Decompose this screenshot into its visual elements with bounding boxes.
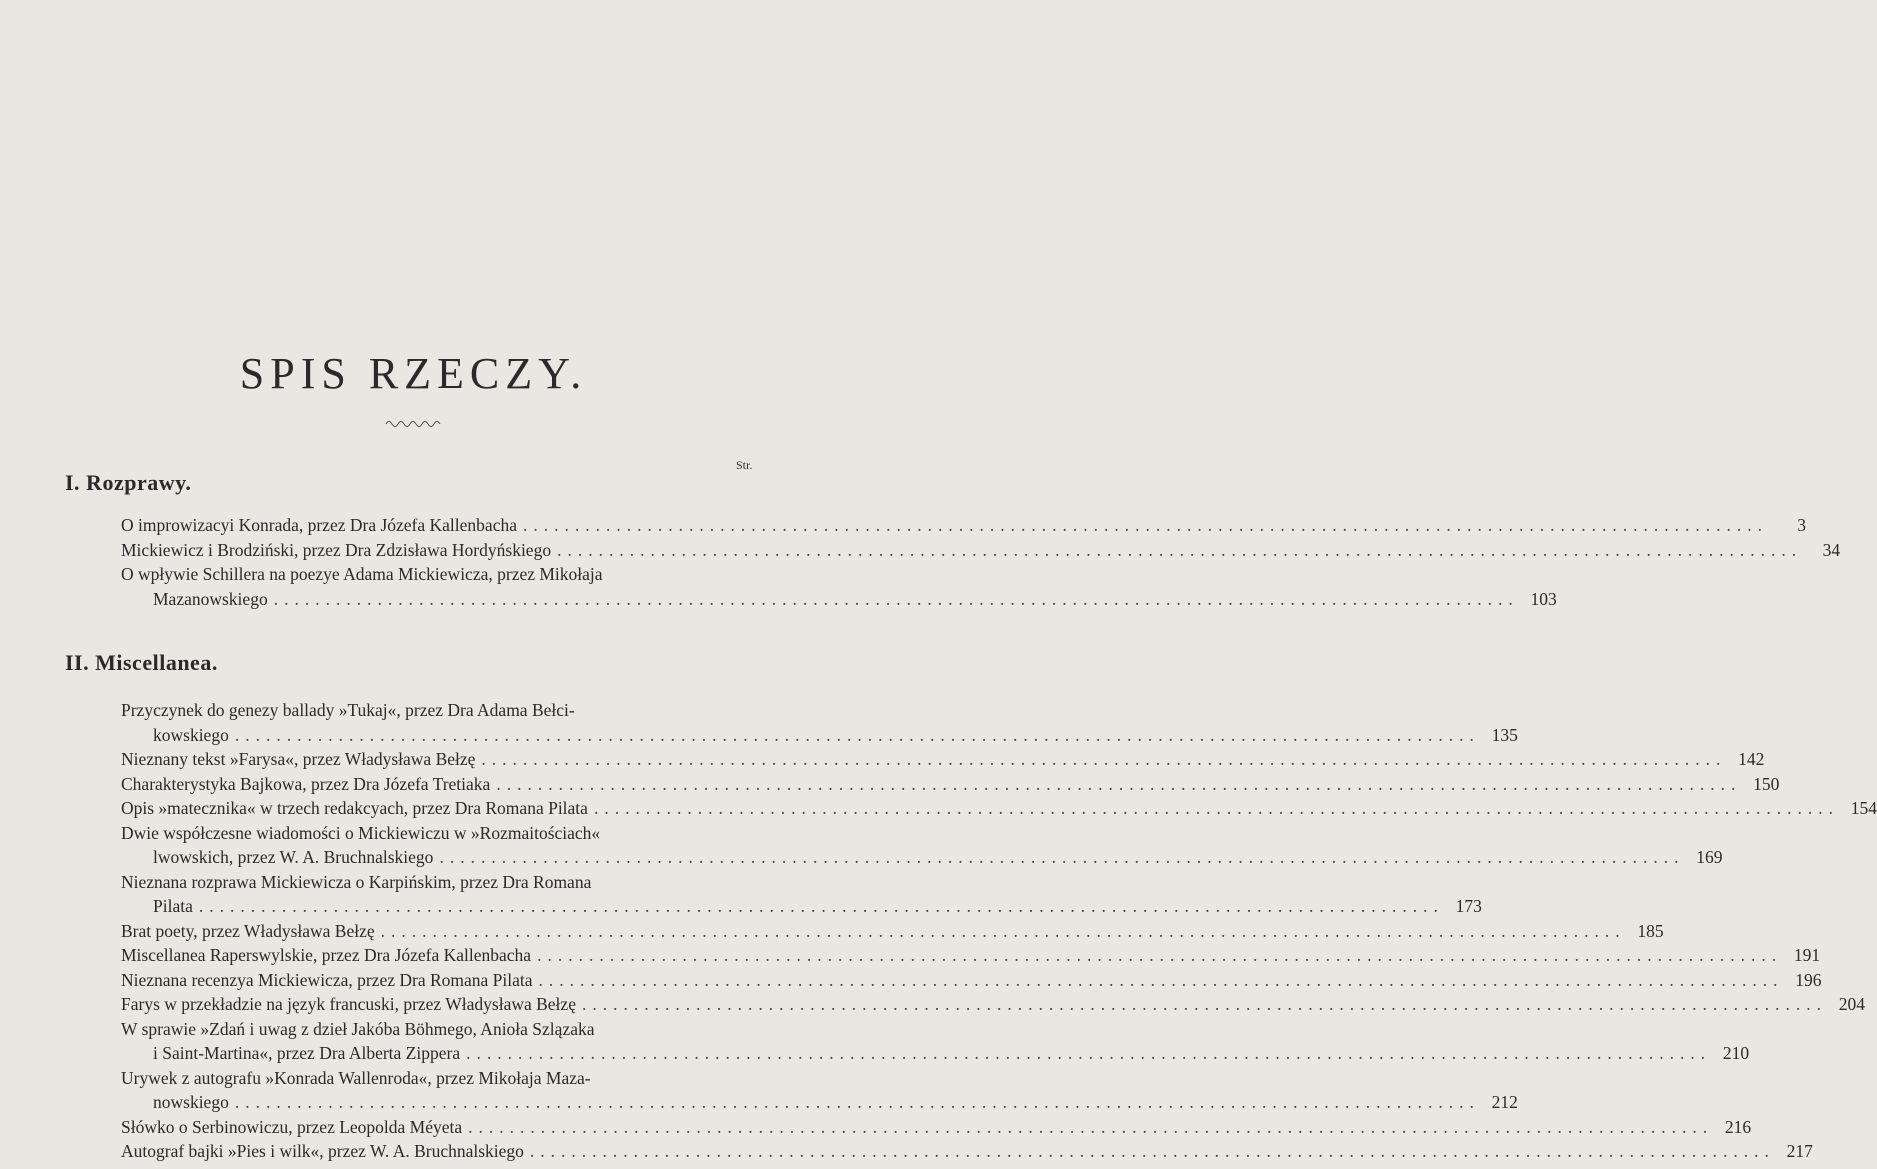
dot-leader: ........................................................................................................................: [439, 847, 1685, 867]
decorative-squiggle: [385, 418, 443, 428]
entry-title-cont-text: kowskiego: [153, 724, 229, 745]
entry-page-number: 154: [1850, 798, 1877, 818]
dot-leader: ........................................................................................................................: [496, 773, 1742, 794]
toc-entry: [121, 992, 1865, 1017]
dot-leader: ........................................................................................................................: [273, 588, 1519, 609]
entry-title: Brat poety, przez Władysława Bełzę: [121, 920, 375, 941]
entry-title: Nieznana recenzya Mickiewicza, przez Dra Romana Pilata: [121, 969, 533, 990]
dot-leader: ........................................................................................................................: [198, 896, 1444, 916]
dot-leader: ........................................................................................................................: [468, 1116, 1714, 1137]
toc-entry: [121, 919, 1664, 944]
dot-leader: ........................................................................................................................: [234, 1092, 1480, 1112]
toc-entry: [121, 1115, 1752, 1140]
page-title: SPIS RZECZY.: [239, 349, 588, 398]
entry-page-number: 191: [1793, 945, 1821, 965]
toc-entry: [121, 747, 1765, 772]
entry-title-continuation: [121, 723, 1518, 748]
entry-title-cont-text: lwowskich, przez W. A. Bruchnalskiego: [153, 847, 434, 867]
entry-page-number: 185: [1637, 920, 1664, 941]
dot-leader: ........................................................................................................................: [529, 1141, 1775, 1161]
toc-entry: [121, 538, 1841, 563]
toc-list-miscellanea: [121, 698, 1877, 1164]
entry-title: Charakterystyka Bajkowa, przez Dra Józefa Tretiaka: [121, 773, 491, 794]
toc-entry: [121, 821, 1723, 870]
toc-entry: [121, 1139, 1813, 1164]
dot-leader: ........................................................................................................................: [557, 539, 1803, 560]
entry-title-continuation: [121, 845, 1723, 870]
entry-page-number: 173: [1455, 896, 1482, 916]
entry-page-number: 135: [1491, 724, 1518, 745]
entry-page-number: 169: [1696, 847, 1723, 867]
entry-page-number: 217: [1786, 1141, 1813, 1161]
entry-title: Opis »matecznika« w trzech redakcyach, przez Dra Romana Pilata: [121, 798, 588, 818]
dot-leader: ........................................................................................................................: [380, 920, 1626, 941]
entry-page-number: 196: [1795, 969, 1822, 990]
toc-entry: [121, 1017, 1750, 1066]
section-heading-miscellanea: II. Miscellanea.: [65, 650, 218, 675]
entry-title: Nieznany tekst »Farysa«, przez Władysława Bełzę: [121, 749, 476, 769]
entry-title: Urywek z autografu »Konrada Wallenroda«, przez Mikołaja Maza-: [121, 1067, 591, 1088]
toc-entry: [121, 772, 1780, 797]
entry-page-number: 150: [1753, 773, 1780, 794]
entry-page-number: 103: [1530, 588, 1557, 609]
dot-leader: ........................................................................................................................: [593, 798, 1839, 818]
dot-leader: ........................................................................................................................: [234, 724, 1480, 745]
section-heading-rozprawy: I. Rozprawy.: [65, 470, 192, 495]
dot-leader: ........................................................................................................................: [466, 1043, 1712, 1063]
entry-title-continuation: [121, 1041, 1750, 1066]
dot-leader: ........................................................................................................................: [481, 749, 1727, 769]
entry-title-continuation: [121, 1090, 1518, 1115]
toc-entry: [121, 943, 1821, 968]
entry-title: O wpływie Schillera na poezye Adama Mickiewicza, przez Mikołaja: [121, 564, 603, 584]
dot-leader: ........................................................................................................................: [537, 945, 1783, 965]
entry-page-number: 210: [1722, 1043, 1750, 1063]
entry-title: W sprawie »Zdań i uwag z dzieł Jakóba Böhmego, Anioła Szlązaka: [121, 1018, 595, 1039]
entry-title-cont-text: i Saint-Martina«, przez Dra Alberta Zippera: [153, 1043, 461, 1063]
entry-title-continuation: [121, 587, 1557, 612]
toc-entry: [121, 513, 1806, 538]
entry-page-number: 216: [1724, 1116, 1752, 1137]
entry-title: Farys w przekładzie na język francuski, przez Władysława Bełzę: [121, 994, 576, 1014]
entry-title: Autograf bajki »Pies i wilk«, przez W. A. Bruchnalskiego: [121, 1141, 524, 1161]
entry-title: Przyczynek do genezy ballady »Tukaj«, przez Dra Adama Bełci-: [121, 700, 575, 720]
entry-page-number: 3: [1797, 515, 1806, 535]
dot-leader: ........................................................................................................................: [581, 994, 1827, 1014]
toc-list-rozprawy: [121, 513, 1841, 611]
entry-title: O improwizacyi Konrada, przez Dra Józefa Kallenbacha: [121, 515, 517, 535]
page-column-label: Str.: [736, 458, 753, 472]
entry-page-number: 142: [1738, 749, 1765, 769]
entry-title: Słówko o Serbinowiczu, przez Leopolda Méyeta: [121, 1116, 463, 1137]
toc-entry: [121, 562, 1557, 611]
entry-title: Mickiewicz i Brodziński, przez Dra Zdzisława Hordyńskiego: [121, 539, 552, 560]
dot-leader: ........................................................................................................................: [538, 969, 1784, 990]
entry-title: Dwie współczesne wiadomości o Mickiewiczu w »Rozmaitościach«: [121, 822, 601, 843]
entry-page-number: 212: [1491, 1092, 1518, 1112]
entry-page-number: 204: [1838, 994, 1865, 1014]
toc-entry: [121, 968, 1822, 993]
toc-entry: [121, 796, 1877, 821]
entry-title-continuation: [121, 894, 1482, 919]
entry-title-cont-text: Mazanowskiego: [153, 588, 268, 609]
entry-title: Nieznana rozprawa Mickiewicza o Karpińskim, przez Dra Romana: [121, 871, 592, 892]
toc-entry: [121, 870, 1482, 919]
entry-title-cont-text: nowskiego: [153, 1092, 229, 1112]
entry-title-cont-text: Pilata: [153, 896, 193, 916]
toc-entry: [121, 698, 1518, 747]
entry-page-number: 34: [1822, 539, 1841, 560]
entry-title: Miscellanea Raperswylskie, przez Dra Józefa Kallenbacha: [121, 945, 532, 965]
dot-leader: ........................................................................................................................: [522, 515, 1768, 535]
toc-entry: [121, 1066, 1518, 1115]
